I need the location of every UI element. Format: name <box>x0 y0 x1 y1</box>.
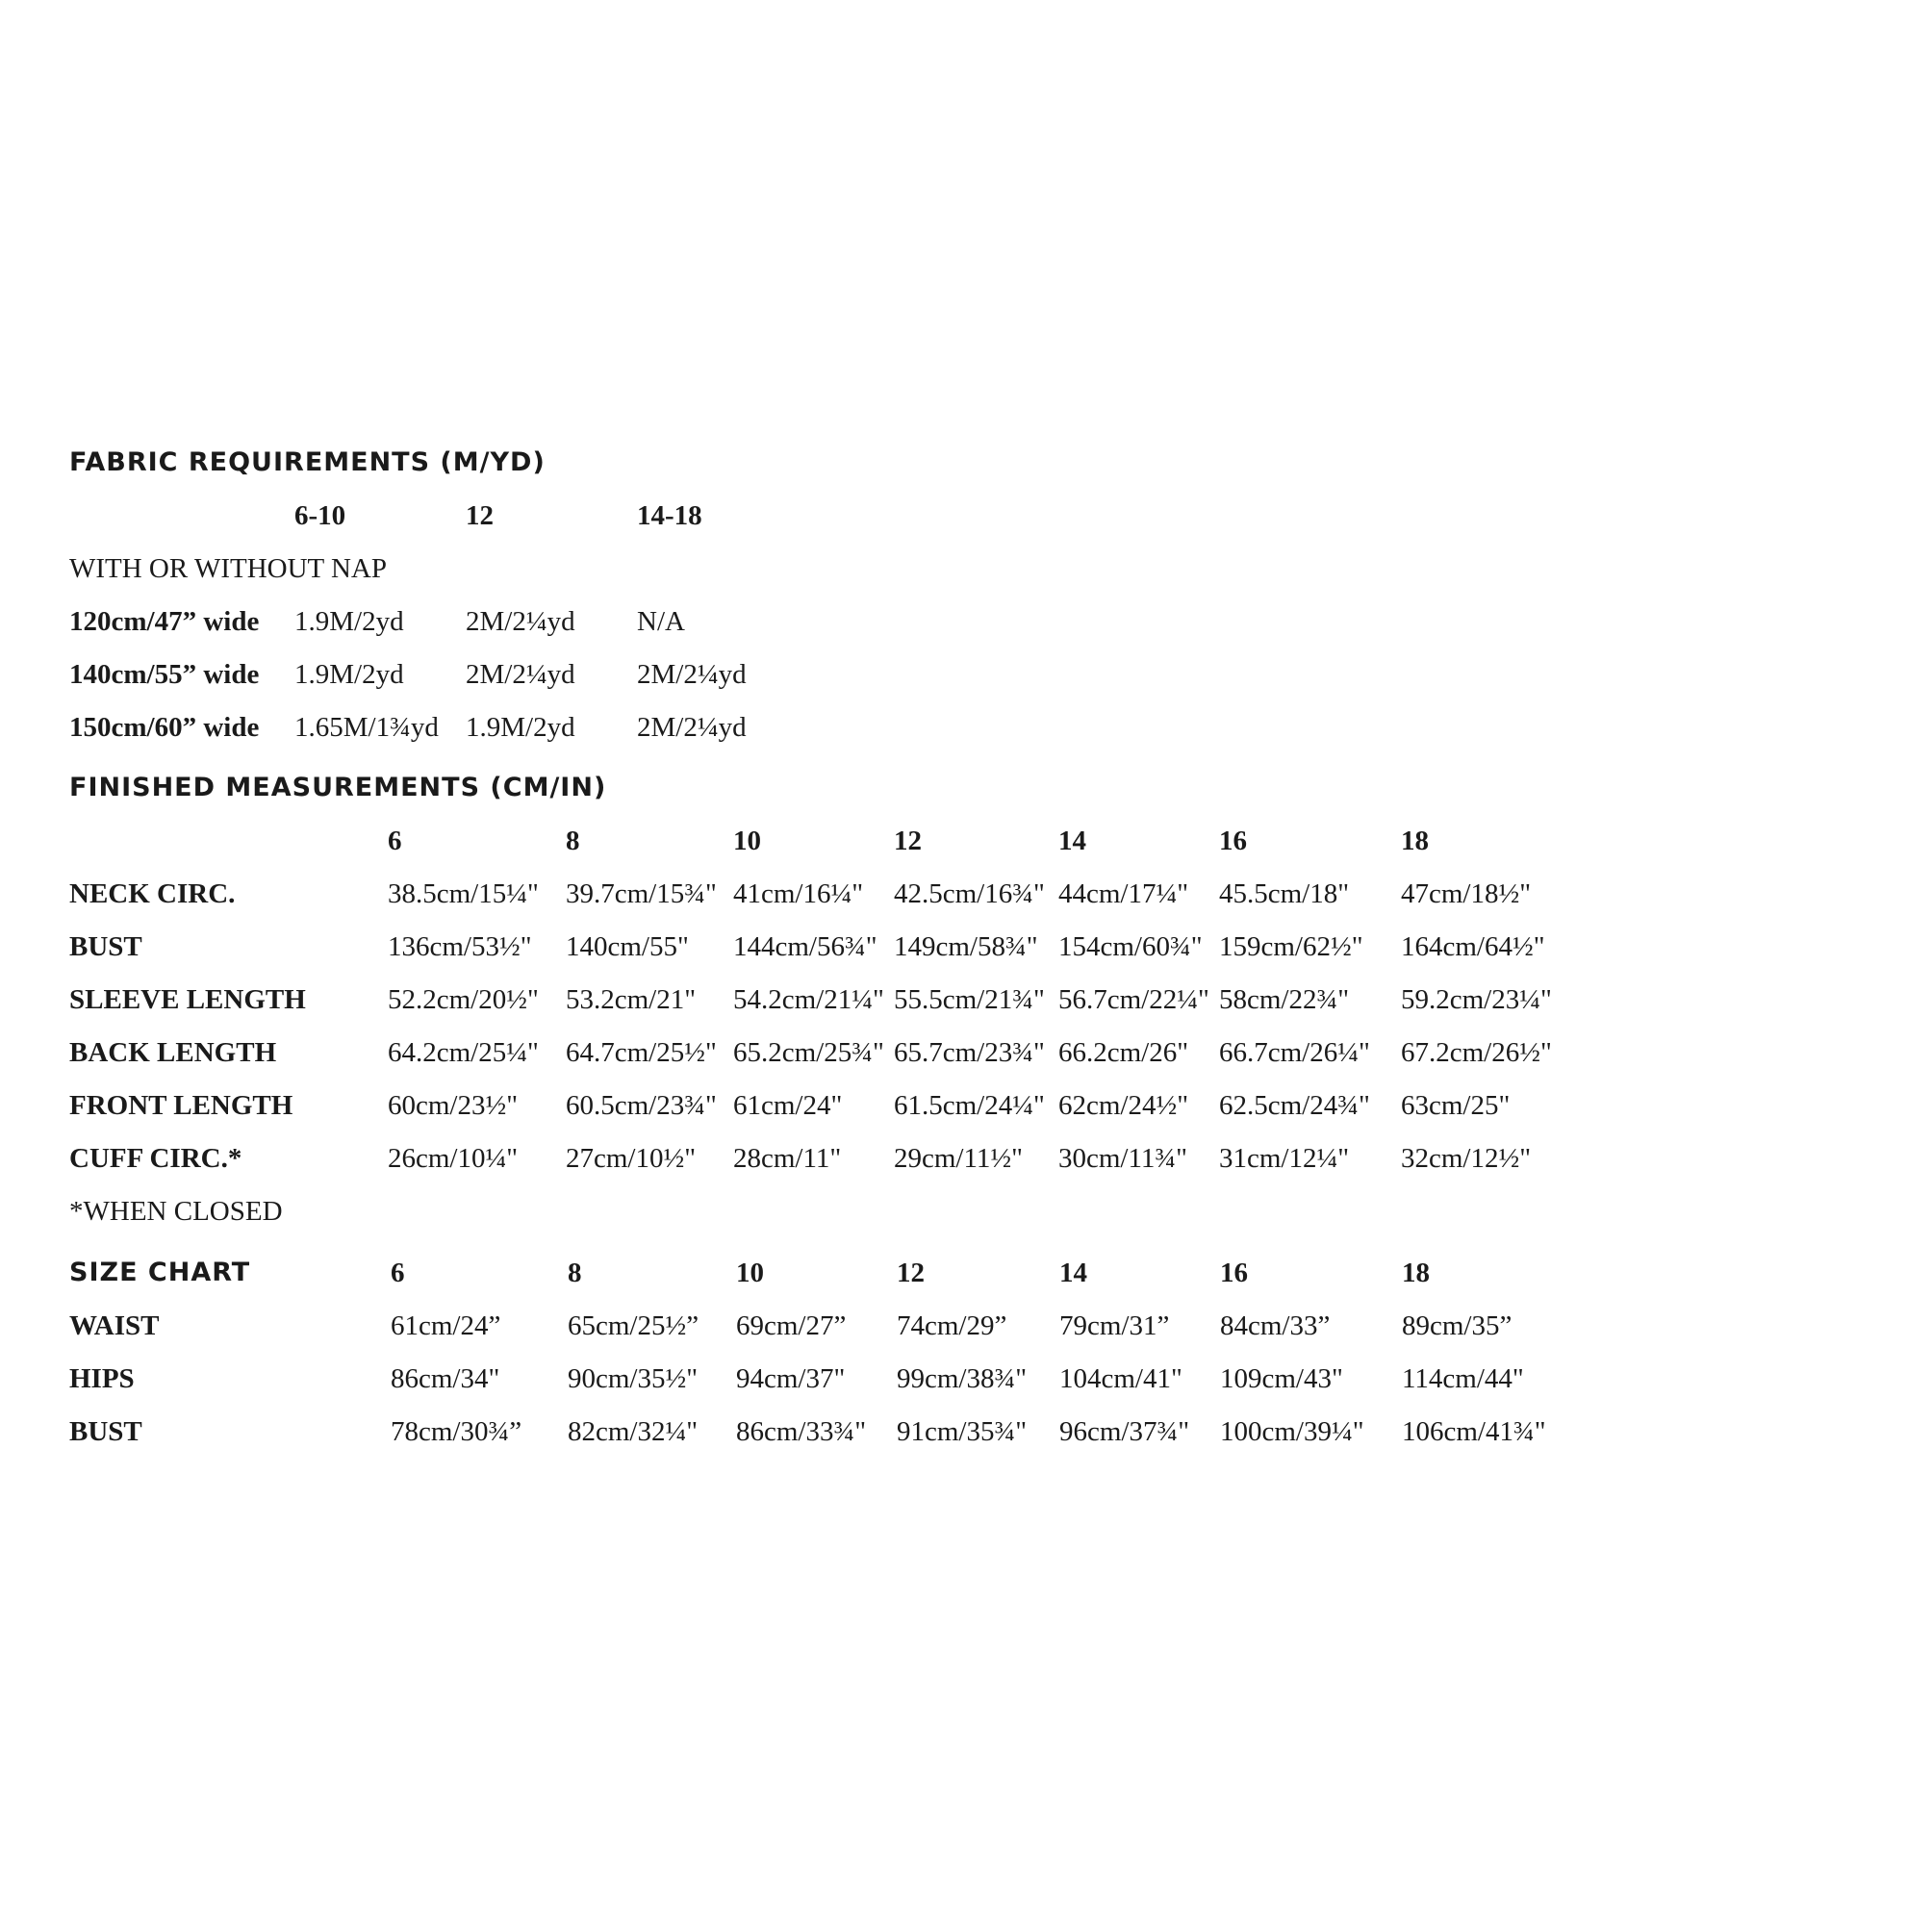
finished-cell: 29cm/11½" <box>894 1143 1023 1174</box>
finished-size-header: 8 <box>566 826 580 856</box>
finished-cell: 56.7cm/22¼" <box>1058 984 1209 1015</box>
fabric-cell: 1.9M/2yd <box>294 606 404 637</box>
finished-cell: 27cm/10½" <box>566 1143 697 1174</box>
size-chart-cell: 74cm/29” <box>897 1310 1007 1341</box>
finished-cell: 60cm/23½" <box>388 1090 519 1121</box>
finished-row-label: FRONT LENGTH <box>69 1090 293 1121</box>
finished-cell: 39.7cm/15¾" <box>566 878 717 909</box>
nap-label: WITH OR WITHOUT NAP <box>69 553 387 584</box>
size-chart-cell: 79cm/31” <box>1059 1310 1170 1341</box>
finished-size-header: 16 <box>1219 826 1247 856</box>
finished-cell: 62.5cm/24¾" <box>1219 1090 1370 1121</box>
fabric-row-label: 120cm/47” wide <box>69 606 260 637</box>
finished-row-label: BACK LENGTH <box>69 1037 277 1068</box>
fabric-size-header: 14-18 <box>637 500 702 531</box>
finished-cell: 26cm/10¼" <box>388 1143 519 1174</box>
size-chart-row-label: HIPS <box>69 1363 135 1394</box>
finished-cell: 62cm/24½" <box>1058 1090 1189 1121</box>
size-chart-cell: 96cm/37¾" <box>1059 1416 1190 1447</box>
fabric-cell: 1.9M/2yd <box>294 659 404 690</box>
size-chart-cell: 100cm/39¼" <box>1220 1416 1364 1447</box>
fabric-cell: 2M/2¼yd <box>637 712 747 743</box>
size-chart-cell: 84cm/33” <box>1220 1310 1331 1341</box>
size-chart-cell: 90cm/35½" <box>568 1363 699 1394</box>
fabric-heading: FABRIC REQUIREMENTS (M/YD) <box>69 447 546 477</box>
finished-cell: 44cm/17¼" <box>1058 878 1189 909</box>
finished-size-header: 18 <box>1401 826 1429 856</box>
finished-cell: 55.5cm/21¾" <box>894 984 1045 1015</box>
fabric-size-header: 6-10 <box>294 500 346 531</box>
finished-cell: 61.5cm/24¼" <box>894 1090 1045 1121</box>
finished-cell: 45.5cm/18" <box>1219 878 1350 909</box>
finished-cell: 65.2cm/25¾" <box>733 1037 884 1068</box>
size-chart-cell: 109cm/43" <box>1220 1363 1343 1394</box>
finished-cell: 28cm/11" <box>733 1143 842 1174</box>
size-chart-cell: 94cm/37" <box>736 1363 846 1394</box>
size-chart-cell: 78cm/30¾” <box>391 1416 522 1447</box>
finished-cell: 140cm/55" <box>566 931 689 962</box>
finished-cell: 61cm/24" <box>733 1090 843 1121</box>
fabric-cell: 1.65M/1¾yd <box>294 712 439 743</box>
finished-cell: 60.5cm/23¾" <box>566 1090 717 1121</box>
size-chart-cell: 69cm/27” <box>736 1310 847 1341</box>
finished-cell: 66.7cm/26¼" <box>1219 1037 1370 1068</box>
finished-cell: 164cm/64½" <box>1401 931 1545 962</box>
finished-cell: 42.5cm/16¾" <box>894 878 1045 909</box>
finished-size-header: 10 <box>733 826 761 856</box>
finished-cell: 67.2cm/26½" <box>1401 1037 1552 1068</box>
fabric-cell: 1.9M/2yd <box>466 712 575 743</box>
size-chart-size-header: 18 <box>1402 1258 1430 1288</box>
size-chart-cell: 89cm/35” <box>1402 1310 1513 1341</box>
fabric-row-label: 140cm/55” wide <box>69 659 260 690</box>
finished-cell: 41cm/16¼" <box>733 878 864 909</box>
size-chart-cell: 104cm/41" <box>1059 1363 1182 1394</box>
finished-row-label: BUST <box>69 931 142 962</box>
fabric-cell: 2M/2¼yd <box>466 606 575 637</box>
finished-cell: 59.2cm/23¼" <box>1401 984 1552 1015</box>
size-chart-cell: 114cm/44" <box>1402 1363 1524 1394</box>
size-chart-size-header: 14 <box>1059 1258 1087 1288</box>
finished-row-label: NECK CIRC. <box>69 878 236 909</box>
finished-cell: 54.2cm/21¼" <box>733 984 884 1015</box>
size-chart-row-label: BUST <box>69 1416 142 1447</box>
size-chart-row-label: WAIST <box>69 1310 160 1341</box>
finished-cell: 30cm/11¾" <box>1058 1143 1187 1174</box>
finished-cell: 149cm/58¾" <box>894 931 1038 962</box>
finished-cell: 64.2cm/25¼" <box>388 1037 539 1068</box>
fabric-row-label: 150cm/60” wide <box>69 712 260 743</box>
finished-footnote: *WHEN CLOSED <box>69 1196 283 1227</box>
finished-heading: FINISHED MEASUREMENTS (CM/IN) <box>69 773 607 802</box>
finished-cell: 136cm/53½" <box>388 931 532 962</box>
finished-cell: 52.2cm/20½" <box>388 984 539 1015</box>
size-chart-size-header: 16 <box>1220 1258 1248 1288</box>
finished-row-label: CUFF CIRC.* <box>69 1143 242 1174</box>
size-chart-size-header: 8 <box>568 1258 582 1288</box>
finished-row-label: SLEEVE LENGTH <box>69 984 306 1015</box>
finished-size-header: 12 <box>894 826 922 856</box>
finished-cell: 47cm/18½" <box>1401 878 1532 909</box>
finished-size-header: 14 <box>1058 826 1086 856</box>
fabric-size-header: 12 <box>466 500 494 531</box>
size-chart-cell: 106cm/41¾" <box>1402 1416 1546 1447</box>
finished-cell: 159cm/62½" <box>1219 931 1363 962</box>
size-chart-cell: 61cm/24” <box>391 1310 501 1341</box>
fabric-cell: 2M/2¼yd <box>466 659 575 690</box>
finished-cell: 65.7cm/23¾" <box>894 1037 1045 1068</box>
finished-cell: 31cm/12¼" <box>1219 1143 1350 1174</box>
finished-cell: 38.5cm/15¼" <box>388 878 539 909</box>
size-chart-cell: 65cm/25½” <box>568 1310 699 1341</box>
finished-cell: 53.2cm/21" <box>566 984 697 1015</box>
finished-cell: 154cm/60¾" <box>1058 931 1203 962</box>
finished-cell: 32cm/12½" <box>1401 1143 1532 1174</box>
fabric-cell: 2M/2¼yd <box>637 659 747 690</box>
finished-cell: 144cm/56¾" <box>733 931 877 962</box>
size-chart-cell: 99cm/38¾" <box>897 1363 1028 1394</box>
size-chart-size-header: 6 <box>391 1258 405 1288</box>
finished-size-header: 6 <box>388 826 402 856</box>
size-chart-cell: 82cm/32¼" <box>568 1416 699 1447</box>
size-chart-heading: SIZE CHART <box>69 1258 251 1287</box>
finished-cell: 64.7cm/25½" <box>566 1037 717 1068</box>
size-chart-size-header: 12 <box>897 1258 925 1288</box>
size-chart-size-header: 10 <box>736 1258 764 1288</box>
fabric-cell: N/A <box>637 606 685 637</box>
finished-cell: 66.2cm/26" <box>1058 1037 1189 1068</box>
size-chart-cell: 91cm/35¾" <box>897 1416 1028 1447</box>
size-chart-cell: 86cm/34" <box>391 1363 500 1394</box>
finished-cell: 58cm/22¾" <box>1219 984 1350 1015</box>
finished-cell: 63cm/25" <box>1401 1090 1511 1121</box>
size-chart-cell: 86cm/33¾" <box>736 1416 867 1447</box>
